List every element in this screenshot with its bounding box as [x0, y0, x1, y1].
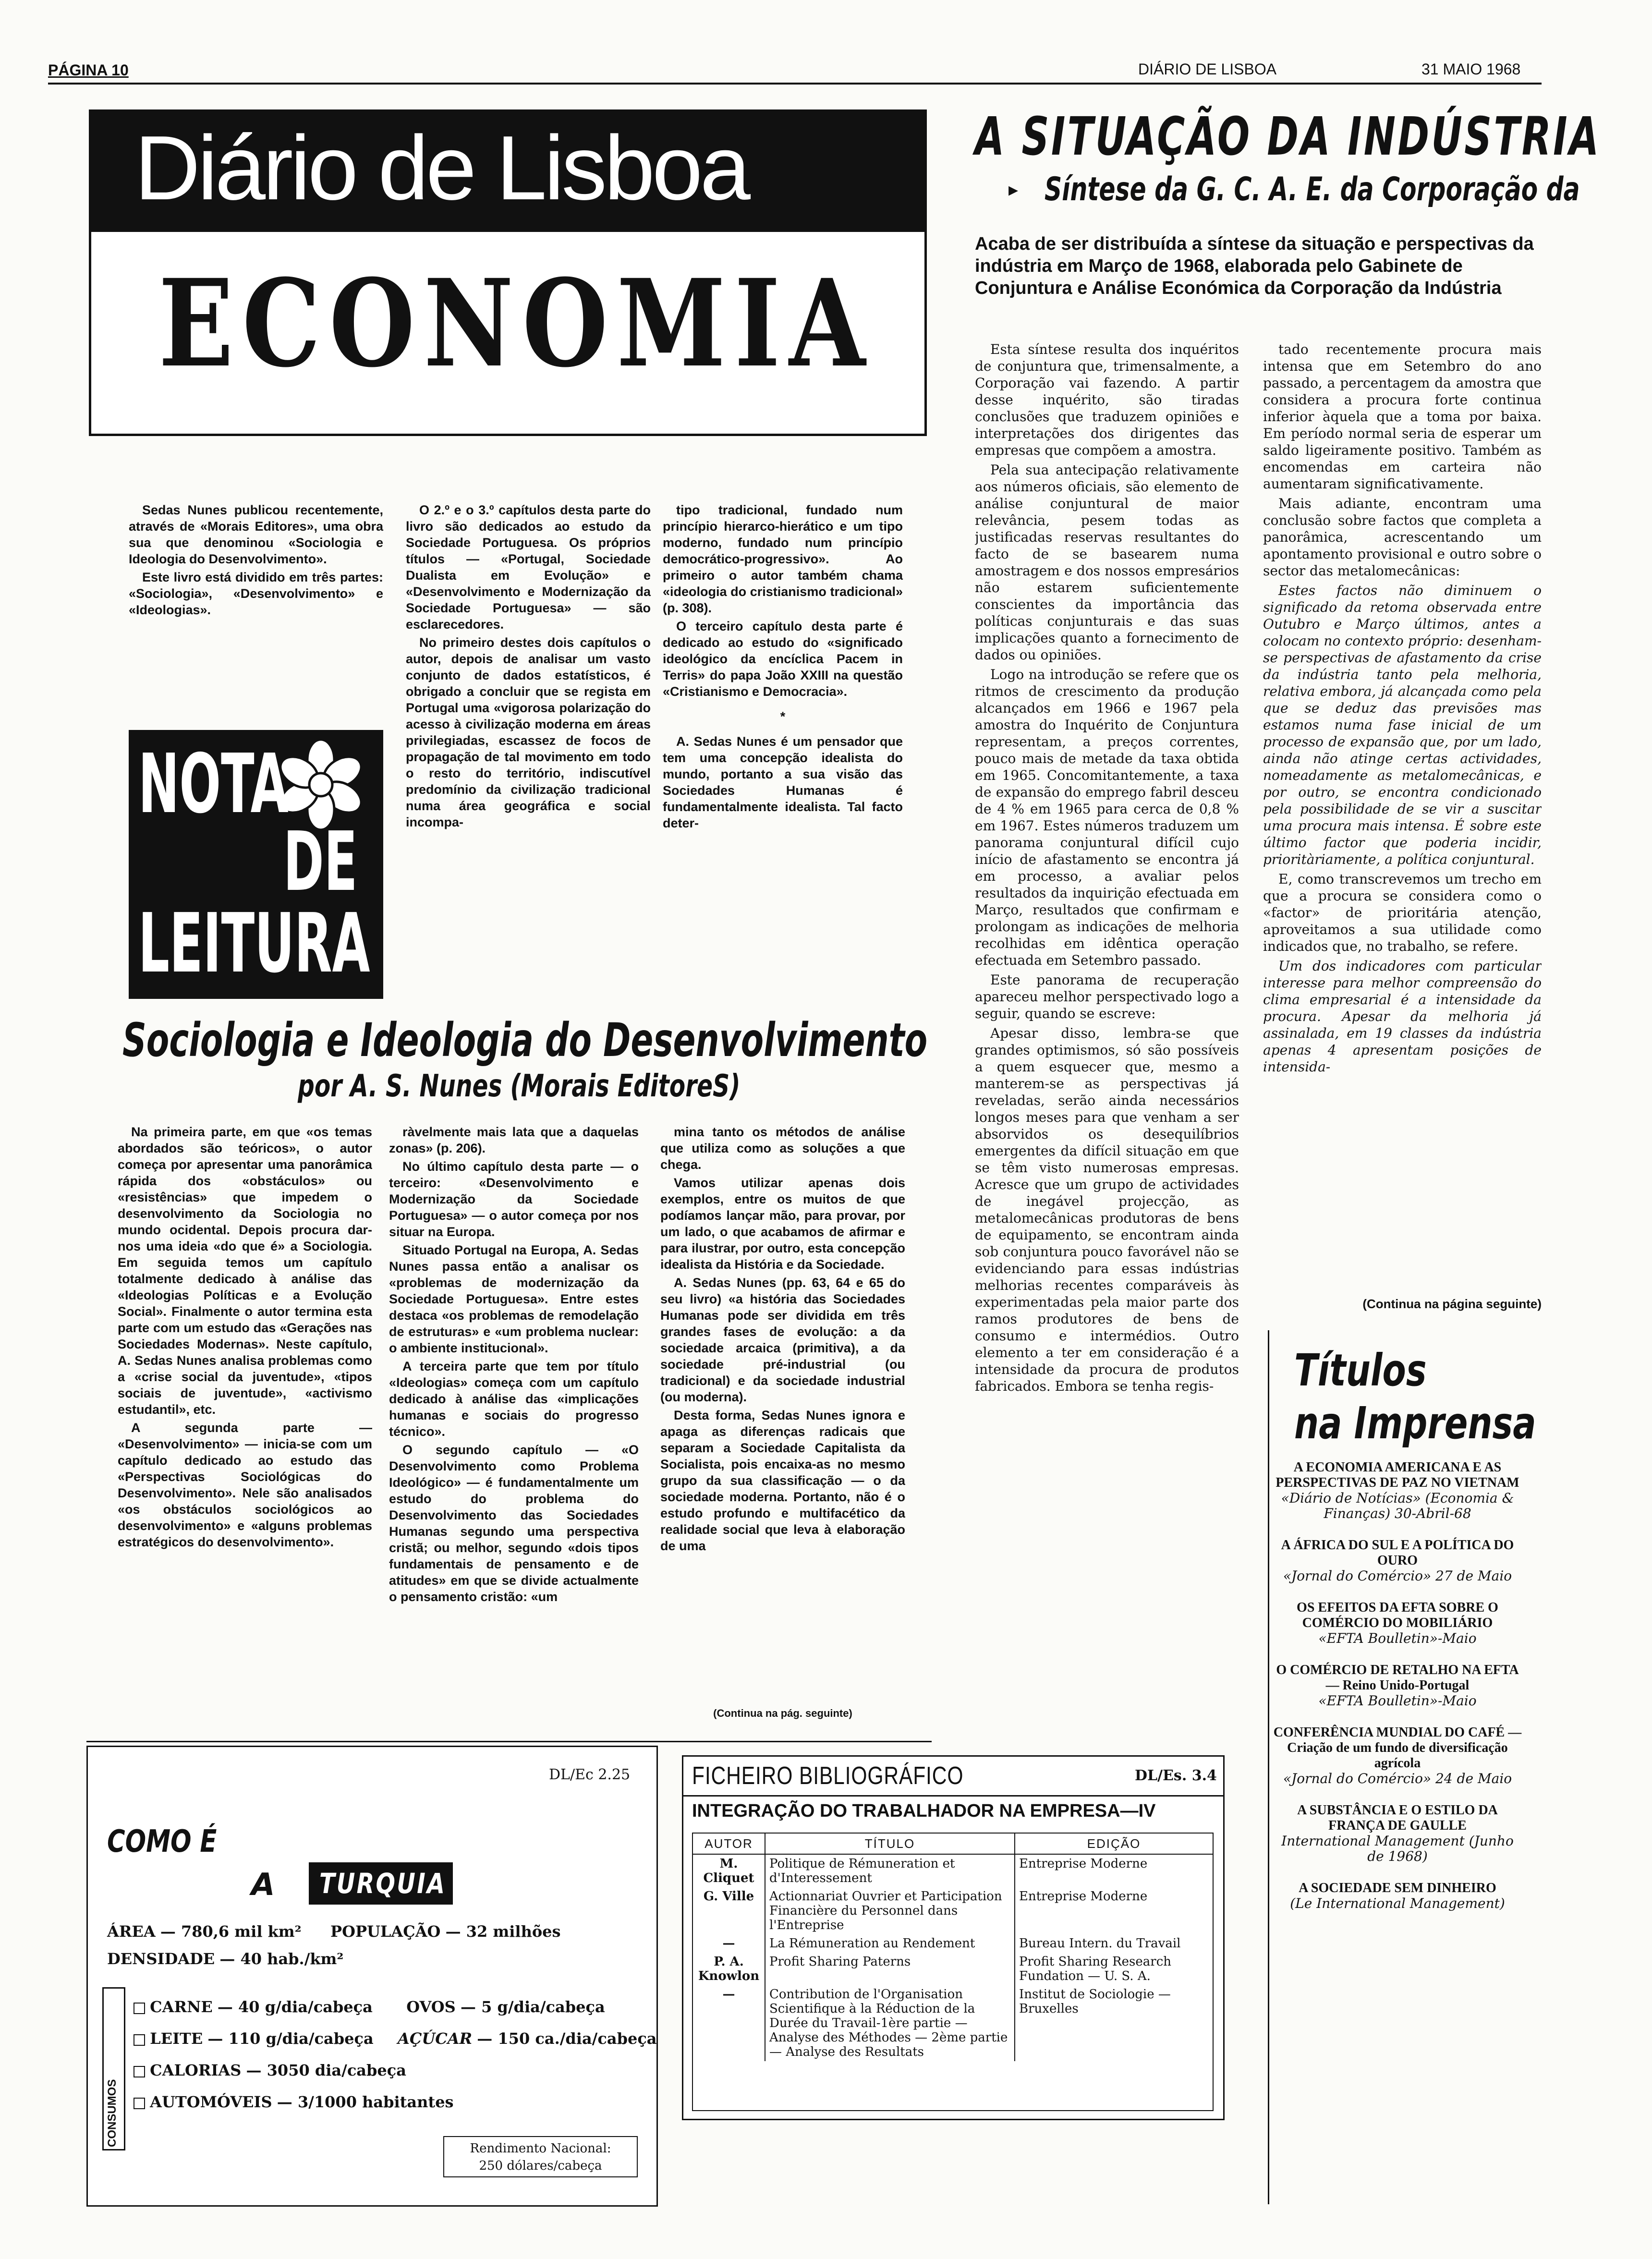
titulos-item [1273, 1460, 1522, 1521]
industria-p: Esta síntese resulta dos inquéritos de conjuntura que, trimensalmente, a Corporação vai fazendo. A partir desse inquérito, são tiradas conclusões que traduzem opiniões e interpretações dos dirigentes das empresas que compõem a amostra. [975, 341, 1239, 458]
industria-p: Pela sua antecipação relativamente aos números oficiais, são elemento de análise conjuntural de maior relevância, pesem todas as justificadas reservas resultantes do facto de se basearem numa amostragem e dos nossos empresários não estarem suficientemente conscientes da importância das políticas conjunturais e das suas implicações quanto a fornecimento de dados ou opiniões. [975, 462, 1239, 663]
industria-p: Estes factos não diminuem o significado da retoma observada entre Outubro e Março últimos, antes a colocam no contexto próprio: desenham-se perspectivas de afastamento da crise da indústria tanto pela melhoria, relativa embora, já alcançada como pela que se deduz das previsões mas estamos numa fase inicial de um processo de expansão que, por um lado, ainda não atinge certas actividades, nomeadamente as metalomecânicas, e por outro, se encontra condicionado pela possibilidade de se vir a suscitar uma procura mais intensa. É sobre este último factor que poderia incidir, prioritàriamente, a política conjuntural. [1263, 583, 1542, 867]
sociologia-p: A segunda parte — «Desenvolvimento» — inicia-se com um capítulo dedicado ao estudo das «Perspectivas Sociológicas do Desenvolvimento». Nele são analisados «os obstáculos sociológicos ao desenvolvimento» e «alguns problemas estratégicos do desenvolvimento». [118, 1421, 372, 1549]
cell-titulo: Profit Sharing Paterns [765, 1953, 1015, 1985]
square-icon [134, 2003, 145, 2014]
carne-label: CARNE [150, 1998, 213, 2016]
ficheiro-header-autor: AUTOR [693, 1834, 765, 1854]
titulos-item [1273, 1881, 1522, 1911]
cell-autor: — [693, 1934, 765, 1953]
titulos-list [1273, 1460, 1522, 1928]
nota-de-leitura-badge [129, 730, 383, 999]
ficheiro-header-edicao: EDIÇÃO [1015, 1834, 1213, 1854]
cell-edicao: Entreprise Moderne [1019, 1857, 1148, 1871]
pop-label: POPULAÇÃO [330, 1922, 441, 1941]
ficheiro-subtitle: INTEGRAÇÃO DO TRABALHADOR NA EMPRESA—IV [692, 1801, 1156, 1821]
ficheiro-title-rule [683, 1795, 1223, 1797]
titulos-headline: OS EFEITOS DA EFTA SOBRE O COMÉRCIO DO MOBILIÁRIO [1297, 1600, 1498, 1630]
dens-value: — 40 hab./km² [219, 1950, 344, 1968]
turquia-box [86, 1746, 658, 2207]
titulos-item [1273, 1600, 1522, 1646]
table-row [693, 1934, 1213, 1953]
nota-p: O 2.º e o 3.º capítulos desta parte do livro são dedicados ao estudo da Sociedade Portuguesa. Os próprios títulos — «Portugal, Sociedade Dualista em Evolução» e «Desenvolvimento e Modernização da Sociedade Portuguesa» — são esclarecedores. [406, 503, 651, 632]
titulos-item [1273, 1663, 1522, 1709]
ficheiro-table [693, 1834, 1213, 2061]
square-icon [134, 2098, 145, 2109]
industria-continua: (Continua na página seguinte) [1362, 1297, 1542, 1311]
industria-lead: Acaba de ser distribuída a síntese da situação e perspectivas da indústria em Março de 1968, elaborada pelo Gabinete de Conjuntura e Análise Económica da Corporação da Indústria [975, 234, 1534, 298]
titulos-source: «Diário de Notícias» (Economia & Finanças) 30-Abril-68 [1281, 1490, 1514, 1521]
consumos-row [134, 1991, 657, 2023]
masthead-title-band [91, 112, 924, 232]
consumos-list [134, 1991, 657, 2118]
industria-col-2 [1263, 341, 1542, 1292]
cell-autor: G. Ville [693, 1887, 765, 1934]
ovos-value: — 5 g/dia/cabeça [460, 1998, 605, 2016]
masthead-box [89, 109, 927, 436]
auto-value: — 3/1000 habitantes [277, 2093, 454, 2111]
titulos-headline: A ECONOMIA AMERICANA E AS PERSPECTIVAS DE PAZ NO VIETNAM [1275, 1460, 1519, 1490]
titulos-item [1273, 1803, 1522, 1864]
sociologia-col-1 [118, 1124, 372, 1734]
cell-titulo: Politique de Rémuneration et d'Interessement [765, 1854, 1015, 1887]
sociologia-continua: (Continua na pág. seguinte) [713, 1707, 852, 1719]
industria-p: Um dos indicadores com particular interesse para melhor compreensão do clima empresarial é a intensidade da procura. Apesar da melhoria já assinalada, em 19 classes da indústria apenas 4 apresentam posições de intensida- [1263, 958, 1542, 1075]
turquia-como: COMO É [107, 1824, 217, 1859]
cell-edicao: Entreprise Moderne [1019, 1889, 1148, 1904]
auto-label: AUTOMÓVEIS [150, 2093, 272, 2111]
consumos-row [134, 2023, 657, 2054]
titulos-headline: A ÁFRICA DO SUL E A POLÍTICA DO OURO [1281, 1538, 1514, 1568]
titulos-source: «EFTA Boulletin»-Maio [1318, 1630, 1477, 1646]
titulos-source: «EFTA Boulletin»-Maio [1318, 1693, 1477, 1709]
titulos-headline: A SOCIEDADE SEM DINHEIRO [1299, 1881, 1496, 1895]
turquia-stats-row-1 [107, 1922, 561, 1941]
badge-nota: NOTA [138, 737, 289, 832]
sociologia-p: Na primeira parte, em que «os temas abordados são teóricos», o autor começa por apresentar uma panorâmica rápida dos «obstáculos» ou «resistências» que impedem o desenvolvimento da Sociologia no mundo ocidental. Depois procura dar-nos uma ideia «do que é» a Sociologia. Em seguida temos um capítulo totalmente dedicado à análise das «Ideologias Políticas e a Evolução Social». Finalmente o autor termina esta parte com um estudo das «Gerações nas Sociedades Modernas». Neste capítulo, A. Sedas Nunes analisa problemas como a «crise social da juventude», «tipos sociais de juventude», «activismo estudantil», etc. [118, 1125, 372, 1417]
pop-value: — 32 milhões [445, 1922, 561, 1941]
nota-p: Este livro está dividido em três partes: «Sociologia», «Desenvolvimento» e «Ideologias». [129, 570, 383, 617]
turquia-country: TURQUIA [319, 1867, 447, 1900]
industria-p: tado recentemente procura mais intensa que em Setembro do ano passado, a percentagem da amostra que considera a procura forte continua inferior àquela que a toma por baixa. Em período normal seria de esperar um saldo ligeiramente positivo. Também as encomendas em carteira não aumentaram significativamente. [1263, 341, 1542, 492]
area-label: ÁREA [107, 1922, 156, 1941]
sociologia-title: Sociologia e Ideologia do Desenvolvimento [122, 1013, 928, 1067]
section-divider [86, 1741, 932, 1742]
titulos-source: «Jornal do Comércio» 24 de Maio [1283, 1771, 1512, 1786]
cell-titulo: La Rémuneration au Rendement [765, 1934, 1015, 1953]
sociologia-p: No último capítulo desta parte — o terceiro: «Desenvolvimento e Modernização da Sociedade Portuguesa» — o autor começa por nos situar na Europa. [389, 1159, 639, 1239]
industria-p: Este panorama de recuperação apareceu melhor perspectivado logo a seguir, quando se escreve: [975, 972, 1239, 1021]
industria-p: Mais adiante, encontram uma conclusão sobre factos que completa a panorâmica, acrescentando um apontamento provisional e outro sobre o sector das metalomecânicas: [1263, 496, 1542, 579]
nota-separator: * [780, 709, 786, 724]
square-icon [134, 2066, 145, 2077]
industria-p: E, como transcrevemos um trecho em que a procura se considera como o «factor» de prioritária atenção, aproveitamos a sua utilidade como indicados que, no trabalho, se refere. [1263, 871, 1542, 954]
ficheiro-table-wrap [692, 1833, 1214, 2111]
ficheiro-code: DL/Es. 3.4 [1135, 1767, 1217, 1784]
ficheiro-title: FICHEIRO BIBLIOGRÁFICO [692, 1762, 964, 1790]
cell-edicao: Institut de Sociologie — Bruxelles [1019, 1987, 1171, 2016]
rendimento-value: 250 dólares/cabeça [479, 2159, 602, 2173]
square-icon [134, 2034, 145, 2046]
badge-leitura: LEITURA [138, 896, 370, 991]
cell-autor: M. Cliquet [693, 1854, 765, 1887]
table-row [693, 1953, 1213, 1985]
titulos-item [1273, 1725, 1522, 1786]
industria-title: A SITUAÇÃO DA INDÚSTRIA [975, 106, 1601, 167]
consumos-row [134, 2054, 657, 2086]
turquia-a: A [251, 1867, 275, 1903]
sociologia-p: Situado Portugal na Europa, A. Sedas Nunes passa então a analisar os «problemas de modernização da Sociedade Portuguesa». Entre estes destaca «os problemas de remodelação de estruturas» e «um problema nuclear: o ambiente institucional». [389, 1243, 639, 1355]
sociologia-p: A terceira parte que tem por título «Ideologias» começa com um capítulo dedicado à análise das «implicações humanas e sociais do progresso técnico». [389, 1359, 639, 1439]
industria-col-1 [975, 341, 1239, 1762]
sociologia-p: O segundo capítulo — «O Desenvolvimento como Problema Ideológico» — é fundamentalmente um estudo do problema do Desenvolvimento das Sociedades Humanas segundo uma perspectiva cristã; ou melhor, segundo «dois tipos fundamentais de pensamento e de atitudes» em que se divide actualmente o pensamento cristão: «um [389, 1443, 639, 1604]
titulos-title-1: Títulos [1294, 1345, 1427, 1396]
header-rule [48, 83, 1542, 85]
page-number: PÁGINA 10 [48, 61, 129, 79]
cell-titulo: Actionnariat Ouvrier et Participation Financière du Personnel dans l'Entreprise [765, 1887, 1015, 1934]
turquia-stats-row-2 [107, 1950, 343, 1968]
nota-p: tipo tradicional, fundado num princípio hierarco-hierático e um tipo moderno, fundado num princípio democrático-progressivo». Ao primeiro o autor também chama «ideologia do cristianismo tradicional» (p. 308). [663, 503, 903, 615]
nota-col-2 [406, 502, 651, 832]
industria-subtitle: Síntese da G. C. A. E. da Corporação da [1045, 170, 1580, 208]
titulos-headline: O COMÉRCIO DE RETALHO NA EFTA — Reino Unido-Portugal [1276, 1663, 1519, 1693]
ficheiro-box [682, 1755, 1225, 2120]
masthead-title: Diário de Lisboa [134, 117, 748, 219]
nota-col-1 [129, 502, 383, 620]
titulos-source: International Management (Junho de 1968) [1281, 1833, 1514, 1864]
titulos-title-2: na Imprensa [1294, 1397, 1536, 1449]
titulos-item [1273, 1538, 1522, 1584]
consumos-box: CONSUMOS [102, 1987, 125, 2150]
running-newspaper-name: DIÁRIO DE LISBOA [1138, 61, 1277, 78]
table-row [693, 1854, 1213, 1887]
leite-value: — 110 g/dia/cabeça [207, 2029, 374, 2048]
calorias-label: CALORIAS [150, 2061, 242, 2079]
sociologia-p: Vamos utilizar apenas dois exemplos, entre os muitos de que podíamos lançar mão, para provar, por um lado, o que acabamos de afirmar e para ilustrar, por outro, esta concepção idealista da História e da Sociedade. [660, 1176, 905, 1272]
rendimento-box [443, 2136, 638, 2177]
ovos-label: OVOS [406, 1998, 456, 2016]
sociologia-p: Desta forma, Sedas Nunes ignora e apaga as diferenças radicais que separam a Sociedade Capitalista da Socialista, pois encaixa-as no mesmo grupo da sua classificação — o da sociedade moderna. Portanto, não é o estudo profundo e multifacético da realidade social que leva à elaboração de uma [660, 1408, 905, 1553]
sociologia-col-3 [660, 1124, 905, 1700]
industria-bullet: ▸ [1008, 179, 1019, 201]
calorias-value: — 3050 dia/cabeça [246, 2061, 406, 2079]
sociologia-p: ràvelmente mais lata que a daquelas zonas» (p. 206). [389, 1125, 639, 1155]
titulos-headline: A SUBSTÂNCIA E O ESTILO DA FRANÇA DE GAULLE [1297, 1803, 1498, 1833]
industria-p: Logo na introdução se refere que os ritmos de crescimento da produção alcançados em 1966 e 1967 pela amostra do Inquérito de Conjuntura representam, a preços correntes, pouco mais de metade da taxa obtida em 1965. Concomitantemente, a taxa de expansão do emprego fabril desceu de 4 % em 1965 para cerca de 0,8 % em 1967. Estes números traduzem um panorama conjuntural difícil cujo início de afastamento se encontra já em processo, a avaliar pelos resultados da inquirição efectuada em Março, resultados que confirmam e prolongam as indicações de melhoria recolhidas em idêntica operação efectuada em Setembro passado. [975, 667, 1239, 968]
nota-p: Sedas Nunes publicou recentemente, através de «Morais Editores», uma obra sua que denominou «Sociologia e Ideologia do Desenvolvimento». [129, 503, 383, 566]
consumos-row [134, 2086, 657, 2118]
table-row [693, 1985, 1213, 2061]
sociologia-p: A. Sedas Nunes (pp. 63, 64 e 65 do seu livro) «a história das Sociedades Humanas pode ser dividida em três grandes fases de evolução: a da sociedade arcaica (primitiva), a da sociedade pré-industrial (ou tradicional) e da sociedade industrial (ou moderna). [660, 1275, 905, 1404]
running-date: 31 MAIO 1968 [1421, 61, 1521, 78]
industria-p: Apesar disso, lembra-se que grandes optimismos, só são possíveis a quem esquecer que, mesmo a manterem-se as perspectivas já reveladas, serão ainda necessários longos meses para que venham a ser absorvidos os desequilíbrios emergentes da difícil situação em que se têm visto numerosas empresas. Acresce que um grupo de actividades de inegável projecção, as metalomecânicas produtoras de bens de equipamento, se encontram ainda sob conjuntura pouco favorável não se evidenciando para essas indústrias melhorias recentes comparáveis às experimentadas pela maior parte dos ramos produtores de bens de consumo e intermédios. Outro elemento a ter em consideração é a intensidade da procura de produtos fabricados. Embora se tenha regis- [975, 1025, 1239, 1394]
area-value: — 780,6 mil km² [160, 1922, 302, 1941]
titulos-headline: CONFERÊNCIA MUNDIAL DO CAFÉ — Criação de um fundo de diversificação agrícola [1273, 1725, 1522, 1771]
cell-autor: P. A. Knowlon [693, 1953, 765, 1985]
nota-p: No primeiro destes dois capítulos o autor, depois de analisar um vasto conjunto de dados estatísticos, é obrigado a concluir que se regista em Portugal uma «vigorosa polarização do acesso à civilização moderna em áreas privilegiadas, escassez de focos de propagação de tal movimento em todo o resto do território, indiscutível predomínio da civilização tradicional numa área geográfica e social incompa- [406, 635, 651, 829]
sociologia-col-2 [389, 1124, 639, 1734]
cell-autor: — [693, 1985, 765, 2061]
turquia-code: DL/Ec 2.25 [549, 1766, 631, 1783]
masthead-section: ECONOMIA [158, 253, 875, 394]
nota-p: O terceiro capítulo desta parte é dedicado ao estudo do «significado ideológico da encíclica Pacem in Terris» do papa João XXIII na questão «Cristianismo e Democracia». [663, 619, 903, 699]
sociologia-byline: por A. S. Nunes (Morais EditoreS) [298, 1069, 741, 1104]
dens-label: DENSIDADE [107, 1950, 215, 1968]
ficheiro-header-titulo: TÍTULO [765, 1834, 1015, 1854]
rendimento-label: Rendimento Nacional: [470, 2141, 611, 2156]
cell-titulo: Contribution de l'Organisation Scientifique à la Réduction de la Durée du Travail-1ère partie — Analyse des Méthodes — 2ème partie — Analyse des Resultats [765, 1985, 1015, 2061]
acucar-label: AÇÚCAR [398, 2029, 473, 2048]
nota-col-3 [663, 502, 903, 833]
acucar-value: — 150 ca./dia/cabeça [477, 2029, 657, 2048]
leite-label: LEITE [150, 2029, 203, 2048]
titulos-left-rule [1268, 1330, 1269, 2204]
table-row [693, 1887, 1213, 1934]
carne-value: — 40 g/dia/cabeça [217, 1998, 373, 2016]
titulos-source: (Le International Management) [1290, 1895, 1505, 1911]
cell-edicao: Bureau Intern. du Travail [1019, 1936, 1181, 1951]
titulos-source: «Jornal do Comércio» 27 de Maio [1283, 1568, 1512, 1584]
turquia-country-band [309, 1862, 453, 1905]
nota-p: A. Sedas Nunes é um pensador que tem uma concepção idealista do mundo, portanto a sua visão das Sociedades Humanas é fundamentalmente idealista. Tal facto deter- [663, 734, 903, 830]
badge-de: DE [283, 814, 358, 910]
cell-edicao: Profit Sharing Research Fundation — U. S. A. [1019, 1955, 1172, 1983]
sociologia-p: mina tanto os métodos de análise que utiliza como as soluções a que chega. [660, 1125, 905, 1172]
